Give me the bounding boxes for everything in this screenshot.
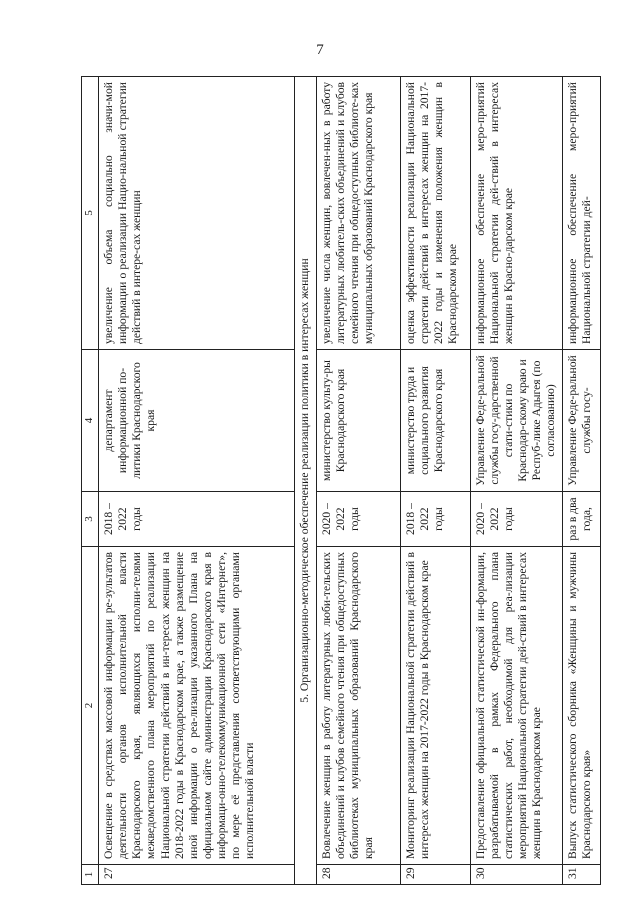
column-number: 1 [82,865,99,885]
activity-cell: Освещение в средствах массовой информации ре-зультатов деятельности органов исполнительной власти Краснодарского края, являющихся исполни-телями межведомственного плана мероприятий по реализации Национальной стратегии действий в ин-тересах женщин на 2018-2022 годы в Краснодарском крае, а также размещение иной информации о реа-лизации указанного Плана на официальном сайте администрации Краснодарского края в информаци-онно-телекоммуникационной сети «Интернет», по мере её представления соответствующими органами исполнительной власти [99,547,295,865]
table-row [316,77,400,885]
executor-cell: департамент информационной по-литики Краснодарского края [99,350,295,492]
result-cell: увеличение объема социально значи-мой информации о реализации Нацио-нальной стратегии действий в интере-сах женщин [99,77,295,350]
result-cell: оценка эффективности реализации Национальной стратегии действий в интересах женщин на 2017-2022 годы и изменения положения женщин в Краснодарском крае [400,77,470,350]
table-row [562,77,600,885]
section-title: 5. Организационно-методическое обеспечение реализации политики в интересах женщин [295,77,316,885]
period-cell: 2020 – 2022 годы [470,492,562,547]
table-row [400,77,470,885]
result-cell: увеличение числа женщин, вовлечен-ных в работу литературных любитель-ских объединений и клубов семейного чтения при общедоступных библиоте-ках муниципальных образований Краснодарского края [316,77,400,350]
period-cell: 2018 – 2022 годы [99,492,295,547]
column-number-row [82,77,99,885]
table-row [470,77,562,885]
action-plan-table [81,76,601,885]
column-number: 2 [82,547,99,865]
column-number: 5 [82,77,99,350]
row-number: 30 [470,865,562,885]
period-cell: раз в два года, [562,492,600,547]
row-number: 28 [316,865,400,885]
row-number: 27 [99,865,295,885]
table-row [99,77,295,885]
rotated-table-container [81,77,601,885]
section-row [295,77,316,885]
executor-cell: министерство культу-ры Краснодарского края [316,350,400,492]
executor-cell: министерство труда и социального развития Краснодарского края [400,350,470,492]
executor-cell: Управление Феде-ральной службы госу-дарственной стати-стики по Краснодар-скому краю и Респуб-лике Адыгея (по согласованию) [470,350,562,492]
period-cell: 2018 – 2022 годы [400,492,470,547]
result-cell: информационное обеспечение меро-приятий Национальной стратегии дей- [562,77,600,350]
row-number: 31 [562,865,600,885]
activity-cell: Предоставление официальной статистической ин-формации, разрабатываемой в рамках Федерального плана статистических работ, необходимой для реа-лизации мероприятий Национальной стратегии дей-ствий в интересах женщин в Краснодарском крае [470,547,562,865]
row-number: 29 [400,865,470,885]
page-number: 7 [316,42,324,58]
column-number: 3 [82,492,99,547]
period-cell: 2020 – 2022 годы [316,492,400,547]
executor-cell: Управление Феде-ральной службы госу- [562,350,600,492]
activity-cell: Вовлечение женщин в работу литературных люби-тельских объединений и клубов семейного чтения при общедоступных библиотеках муниципальных образований Краснодарского края [316,547,400,865]
activity-cell: Выпуск статистического сборника «Женщины и мужчины Краснодарского края» [562,547,600,865]
activity-cell: Мониторинг реализации Национальной стратегии действий в интересах женщин на 2017-2022 годы в Краснодарском крае [400,547,470,865]
result-cell: информационное обеспечение меро-приятий Национальной стратегии дей-ствий в интересах женщин в Красно-дарском крае [470,77,562,350]
column-number: 4 [82,350,99,492]
